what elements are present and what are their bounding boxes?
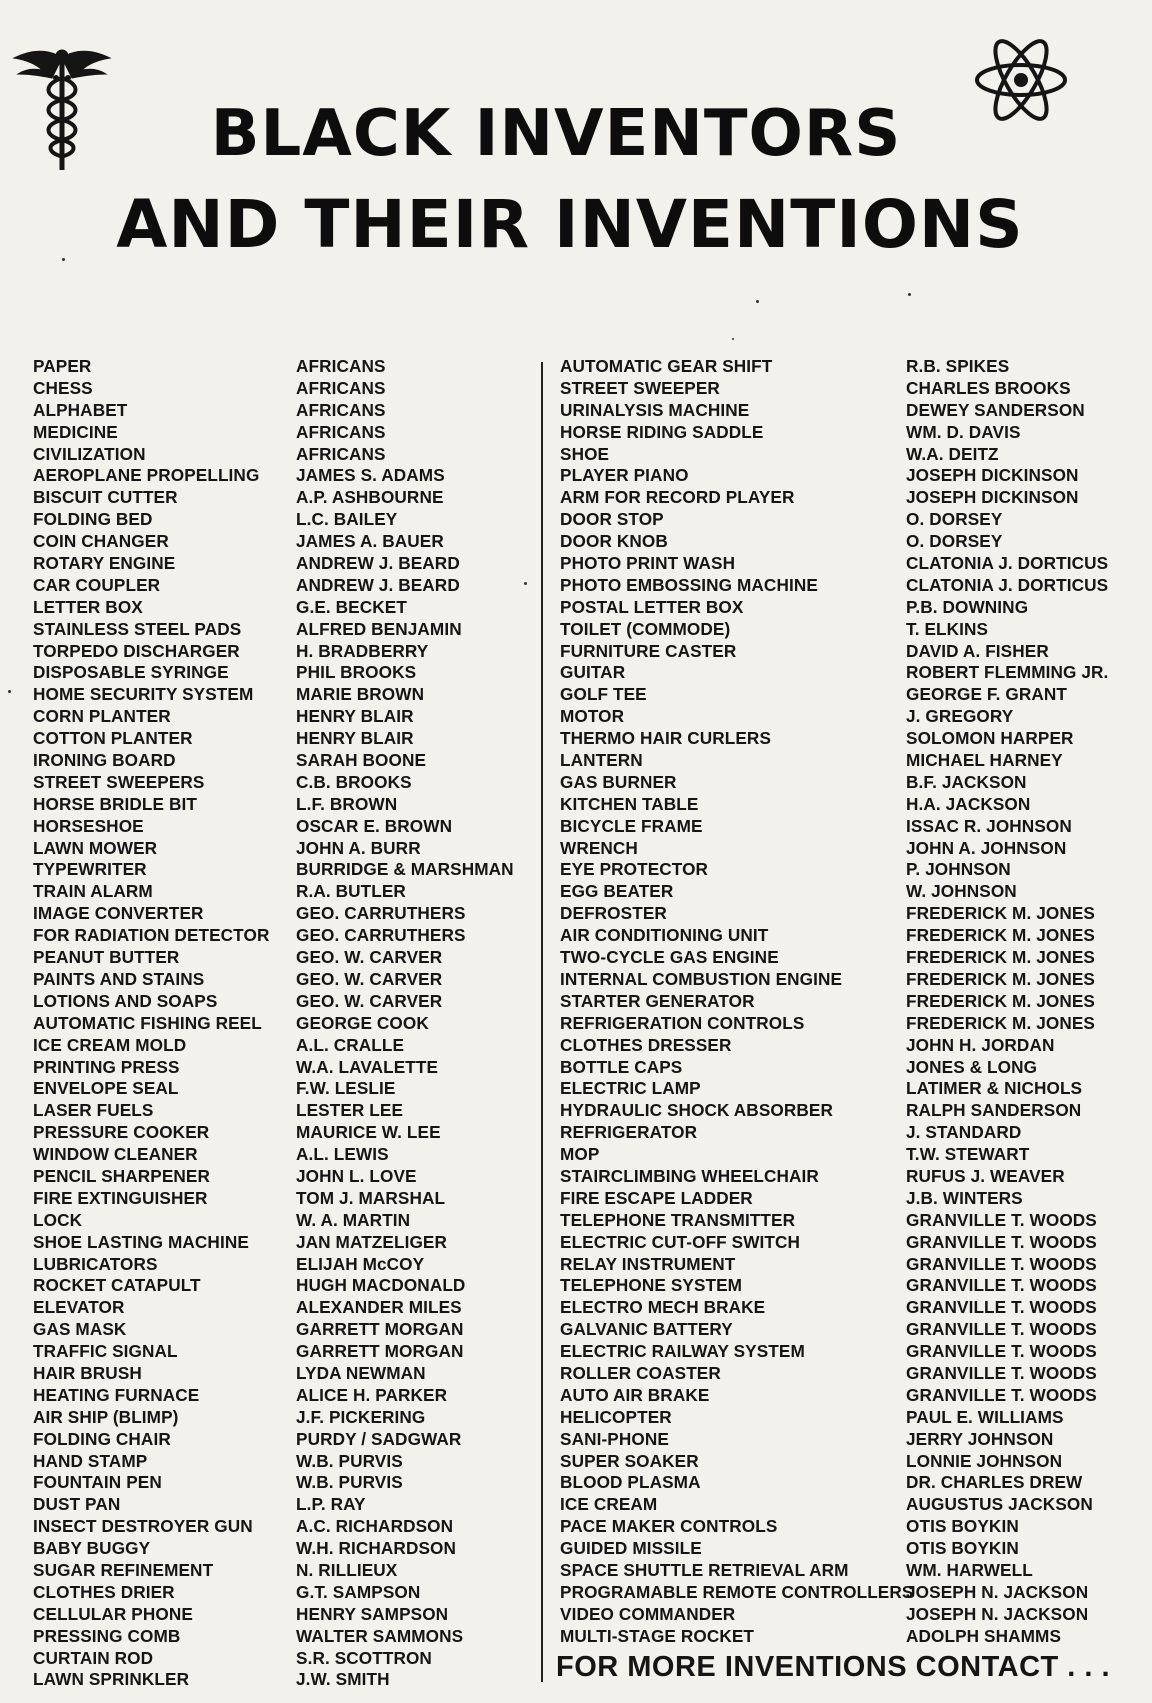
invention-item: GUITAR	[560, 662, 626, 683]
invention-item: STREET SWEEPER	[560, 377, 720, 398]
inventor-item: W.B. PURVIS	[296, 1450, 403, 1471]
invention-item: HORSESHOE	[33, 815, 144, 836]
invention-item: ELEVATOR	[33, 1297, 125, 1318]
column-divider	[541, 362, 543, 1682]
inventor-item: JOHN L. LOVE	[296, 1165, 417, 1186]
inventor-item: HENRY BLAIR	[296, 728, 414, 749]
invention-item: CHESS	[33, 377, 93, 398]
print-speck	[908, 293, 911, 296]
invention-item: PAINTS AND STAINS	[33, 968, 205, 989]
invention-item: CELLULAR PHONE	[33, 1603, 193, 1624]
invention-item: ALPHABET	[33, 399, 128, 420]
inventor-item: GARRETT MORGAN	[296, 1341, 464, 1362]
invention-item: ROCKET CATAPULT	[33, 1275, 201, 1296]
invention-item: FIRE EXTINGUISHER	[33, 1187, 208, 1208]
invention-item: IMAGE CONVERTER	[33, 903, 204, 924]
inventor-item: W.B. PURVIS	[296, 1472, 403, 1493]
inventor-item: FREDERICK M. JONES	[906, 1012, 1095, 1033]
invention-item: INSECT DESTROYER GUN	[33, 1516, 253, 1537]
invention-item: MULTI-STAGE ROCKET	[560, 1625, 755, 1646]
invention-item: KITCHEN TABLE	[560, 793, 699, 814]
inventor-item: HENRY SAMPSON	[296, 1603, 449, 1624]
invention-item: TELEPHONE SYSTEM	[560, 1275, 743, 1296]
invention-item: PROGRAMABLE REMOTE CONTROLLERS	[560, 1581, 914, 1602]
invention-item: ROLLER COASTER	[560, 1362, 721, 1383]
inventor-item: GEORGE COOK	[296, 1012, 429, 1033]
invention-item: PAPER	[33, 356, 92, 376]
inventor-item: GRANVILLE T. WOODS	[906, 1384, 1097, 1405]
inventor-item: JONES & LONG	[906, 1056, 1038, 1077]
invention-item: ELECTRIC LAMP	[560, 1078, 701, 1099]
inventor-item: PHIL BROOKS	[296, 662, 417, 683]
invention-item: MEDICINE	[33, 421, 118, 442]
inventor-item: G.E. BECKET	[296, 596, 407, 617]
invention-item: CORN PLANTER	[33, 706, 171, 727]
invention-item: TYPEWRITER	[33, 859, 147, 880]
inventor-item: A.C. RICHARDSON	[296, 1516, 454, 1537]
inventor-item: RUFUS J. WEAVER	[906, 1165, 1065, 1186]
invention-item: DOOR KNOB	[560, 531, 668, 552]
invention-item: SUGAR REFINEMENT	[33, 1559, 214, 1580]
invention-item: FOUNTAIN PEN	[33, 1472, 162, 1493]
invention-item: FOLDING CHAIR	[33, 1428, 171, 1449]
invention-item: FIRE ESCAPE LADDER	[560, 1187, 753, 1208]
inventor-item: J. GREGORY	[906, 706, 1014, 727]
invention-item: ELECTRIC RAILWAY SYSTEM	[560, 1341, 805, 1362]
inventor-item: H.A. JACKSON	[906, 793, 1031, 814]
invention-item: LAWN SPRINKLER	[33, 1669, 190, 1690]
invention-item: HAIR BRUSH	[33, 1362, 142, 1383]
invention-item: GOLF TEE	[560, 684, 647, 705]
invention-item: HAND STAMP	[33, 1450, 148, 1471]
inventor-item: JOHN A. BURR	[296, 837, 421, 858]
inventor-item: LESTER LEE	[296, 1100, 404, 1121]
print-speck	[524, 582, 527, 585]
inventor-item: AFRICANS	[296, 421, 386, 442]
inventor-item: FREDERICK M. JONES	[906, 947, 1095, 968]
inventor-item: ALICE H. PARKER	[296, 1384, 448, 1405]
invention-item: CLOTHES DRIER	[33, 1581, 175, 1602]
invention-item: TRAFFIC SIGNAL	[33, 1341, 178, 1362]
inventor-item: HENRY BLAIR	[296, 706, 414, 727]
invention-item: MOTOR	[560, 706, 625, 727]
inventor-item: PURDY / SADGWAR	[296, 1428, 462, 1449]
inventor-item: MAURICE W. LEE	[296, 1122, 441, 1143]
inventor-item: FREDERICK M. JONES	[906, 990, 1095, 1011]
invention-item: DUST PAN	[33, 1494, 121, 1515]
inventor-item: FREDERICK M. JONES	[906, 968, 1095, 989]
invention-item: INTERNAL COMBUSTION ENGINE	[560, 968, 843, 989]
invention-item: SANI-PHONE	[560, 1428, 669, 1449]
page-subtitle: AND THEIR INVENTIONS	[116, 186, 1024, 263]
inventor-item: AFRICANS	[296, 399, 386, 420]
inventor-item: AFRICANS	[296, 443, 386, 464]
invention-item: HOME SECURITY SYSTEM	[33, 684, 254, 705]
inventor-item: C.B. BROOKS	[296, 771, 412, 792]
inventor-item: MICHAEL HARNEY	[906, 750, 1063, 771]
invention-item: MOP	[560, 1144, 600, 1165]
inventor-item: T. ELKINS	[906, 618, 989, 639]
inventor-item: HUGH MACDONALD	[296, 1275, 466, 1296]
inventor-item: JERRY JOHNSON	[906, 1428, 1054, 1449]
invention-item: DOOR STOP	[560, 509, 664, 530]
inventor-item: GRANVILLE T. WOODS	[906, 1319, 1097, 1340]
inventor-item: O. DORSEY	[906, 531, 1003, 552]
invention-item: STAINLESS STEEL PADS	[33, 618, 242, 639]
invention-item: AEROPLANE PROPELLING	[33, 465, 260, 486]
invention-item: SPACE SHUTTLE RETRIEVAL ARM	[560, 1559, 849, 1580]
inventor-item: OTIS BOYKIN	[906, 1516, 1019, 1537]
inventors-column-right	[906, 356, 1146, 1648]
inventor-item: LATIMER & NICHOLS	[906, 1078, 1083, 1099]
invention-item: FURNITURE CASTER	[560, 640, 737, 661]
invention-item: RELAY INSTRUMENT	[560, 1253, 736, 1274]
inventor-item: P.B. DOWNING	[906, 596, 1029, 617]
inventor-item: ALFRED BENJAMIN	[296, 618, 462, 639]
inventor-item: ANDREW J. BEARD	[296, 553, 460, 574]
inventor-item: G.T. SAMPSON	[296, 1581, 421, 1602]
inventor-item: CLATONIA J. DORTICUS	[906, 553, 1109, 574]
inventions-column-right	[560, 356, 914, 1648]
inventor-item: J. STANDARD	[906, 1122, 1022, 1143]
invention-item: COTTON PLANTER	[33, 728, 193, 749]
invention-item: FOLDING BED	[33, 509, 153, 530]
invention-item: TELEPHONE TRANSMITTER	[560, 1209, 796, 1230]
inventor-item: GRANVILLE T. WOODS	[906, 1253, 1097, 1274]
invention-item: PRINTING PRESS	[33, 1056, 180, 1077]
inventor-item: ROBERT FLEMMING JR.	[906, 662, 1109, 683]
inventor-item: JAMES A. BAUER	[296, 531, 444, 552]
inventor-item: N. RILLIEUX	[296, 1559, 398, 1580]
invention-item: GUIDED MISSILE	[560, 1538, 702, 1559]
invention-item: PHOTO EMBOSSING MACHINE	[560, 574, 818, 595]
inventor-item: P. JOHNSON	[906, 859, 1011, 880]
invention-item: CIVILIZATION	[33, 443, 146, 464]
inventor-item: S.R. SCOTTRON	[296, 1647, 432, 1668]
invention-item: LOCK	[33, 1209, 83, 1230]
invention-item: EGG BEATER	[560, 881, 674, 902]
invention-item: EYE PROTECTOR	[560, 859, 709, 880]
invention-item: ELECTRIC CUT-OFF SWITCH	[560, 1231, 801, 1252]
inventor-item: GEO. CARRUTHERS	[296, 903, 466, 924]
inventor-item: L.P. RAY	[296, 1494, 366, 1515]
invention-item: LAWN MOWER	[33, 837, 158, 858]
inventor-item: DR. CHARLES DREW	[906, 1472, 1083, 1493]
inventor-item: PAUL E. WILLIAMS	[906, 1406, 1064, 1427]
print-speck	[62, 258, 65, 261]
invention-item: HELICOPTER	[560, 1406, 672, 1427]
inventor-item: WM. D. DAVIS	[906, 421, 1021, 442]
inventor-item: L.F. BROWN	[296, 793, 398, 814]
inventor-item: JOSEPH DICKINSON	[906, 487, 1079, 508]
invention-item: CURTAIN ROD	[33, 1647, 154, 1668]
inventor-item: L.C. BAILEY	[296, 509, 398, 530]
invention-item: TOILET (COMMODE)	[560, 618, 731, 639]
inventor-item: JOHN A. JOHNSON	[906, 837, 1067, 858]
inventor-item: A.L. LEWIS	[296, 1144, 389, 1165]
invention-item: REFRIGERATION CONTROLS	[560, 1012, 805, 1033]
inventor-item: FREDERICK M. JONES	[906, 925, 1095, 946]
invention-item: BLOOD PLASMA	[560, 1472, 701, 1493]
invention-item: THERMO HAIR CURLERS	[560, 728, 772, 749]
inventor-item: W.H. RICHARDSON	[296, 1538, 457, 1559]
invention-item: CLOTHES DRESSER	[560, 1034, 732, 1055]
print-speck	[756, 300, 759, 303]
inventor-item: GRANVILLE T. WOODS	[906, 1231, 1097, 1252]
invention-item: GALVANIC BATTERY	[560, 1319, 733, 1340]
invention-item: STREET SWEEPERS	[33, 771, 205, 792]
inventor-item: MARIE BROWN	[296, 684, 425, 705]
inventor-item: DEWEY SANDERSON	[906, 399, 1085, 420]
invention-item: AUTOMATIC FISHING REEL	[33, 1012, 262, 1033]
inventor-item: BURRIDGE & MARSHMAN	[296, 859, 514, 880]
inventor-item: ADOLPH SHAMMS	[906, 1625, 1062, 1646]
invention-item: LASER FUELS	[33, 1100, 154, 1121]
invention-item: SHOE	[560, 443, 610, 464]
invention-item: LUBRICATORS	[33, 1253, 158, 1274]
invention-item: DISPOSABLE SYRINGE	[33, 662, 229, 683]
inventor-item: GRANVILLE T. WOODS	[906, 1341, 1097, 1362]
inventor-item: CHARLES BROOKS	[906, 377, 1071, 398]
invention-item: FOR RADIATION DETECTOR	[33, 925, 270, 946]
inventor-item: GRANVILLE T. WOODS	[906, 1362, 1097, 1383]
invention-item: PRESSURE COOKER	[33, 1122, 210, 1143]
invention-item: PEANUT BUTTER	[33, 947, 180, 968]
inventor-item: RALPH SANDERSON	[906, 1100, 1082, 1121]
inventor-item: GRANVILLE T. WOODS	[906, 1209, 1097, 1230]
inventor-item: J.W. SMITH	[296, 1669, 390, 1690]
invention-item: ROTARY ENGINE	[33, 553, 176, 574]
inventor-item: AUGUSTUS JACKSON	[906, 1494, 1093, 1515]
invention-item: URINALYSIS MACHINE	[560, 399, 750, 420]
inventor-item: GEO. CARRUTHERS	[296, 925, 466, 946]
inventor-item: T.W. STEWART	[906, 1144, 1030, 1165]
invention-item: AIR SHIP (BLIMP)	[33, 1406, 179, 1427]
inventor-item: ISSAC R. JOHNSON	[906, 815, 1072, 836]
invention-item: DEFROSTER	[560, 903, 667, 924]
invention-item: IRONING BOARD	[33, 750, 176, 771]
invention-item: ARM FOR RECORD PLAYER	[560, 487, 795, 508]
invention-item: HEATING FURNACE	[33, 1384, 200, 1405]
inventor-item: JOSEPH DICKINSON	[906, 465, 1079, 486]
inventor-item: A.P. ASHBOURNE	[296, 487, 444, 508]
invention-item: LANTERN	[560, 750, 643, 771]
invention-item: PRESSING COMB	[33, 1625, 181, 1646]
invention-item: CAR COUPLER	[33, 574, 161, 595]
inventor-item: TOM J. MARSHAL	[296, 1187, 446, 1208]
inventor-item: GRANVILLE T. WOODS	[906, 1297, 1097, 1318]
print-speck	[732, 338, 734, 340]
invention-item: LETTER BOX	[33, 596, 143, 617]
invention-item: GAS BURNER	[560, 771, 677, 792]
invention-item: ELECTRO MECH BRAKE	[560, 1297, 766, 1318]
invention-item: ICE CREAM	[560, 1494, 658, 1515]
inventor-item: ELIJAH McCOY	[296, 1253, 425, 1274]
inventor-item: A.L. CRALLE	[296, 1034, 405, 1055]
invention-item: TWO-CYCLE GAS ENGINE	[560, 947, 779, 968]
inventor-item: B.F. JACKSON	[906, 771, 1027, 792]
invention-item: HORSE BRIDLE BIT	[33, 793, 197, 814]
inventor-item: AFRICANS	[296, 356, 386, 376]
invention-item: BICYCLE FRAME	[560, 815, 703, 836]
inventors-column-left	[296, 356, 536, 1691]
inventor-item: GEO. W. CARVER	[296, 990, 443, 1011]
invention-item: WRENCH	[560, 837, 638, 858]
inventor-item: R.B. SPIKES	[906, 356, 1010, 376]
invention-item: AUTOMATIC GEAR SHIFT	[560, 356, 773, 376]
invention-item: BOTTLE CAPS	[560, 1056, 683, 1077]
invention-item: HORSE RIDING SADDLE	[560, 421, 764, 442]
inventor-item: GARRETT MORGAN	[296, 1319, 464, 1340]
inventor-item: WM. HARWELL	[906, 1559, 1033, 1580]
inventor-item: JOSEPH N. JACKSON	[906, 1603, 1089, 1624]
inventor-item: W. A. MARTIN	[296, 1209, 411, 1230]
print-speck	[8, 690, 11, 693]
inventor-item: AFRICANS	[296, 377, 386, 398]
invention-item: LOTIONS AND SOAPS	[33, 990, 218, 1011]
inventor-item: GEORGE F. GRANT	[906, 684, 1067, 705]
inventor-item: DAVID A. FISHER	[906, 640, 1049, 661]
invention-item: BABY BUGGY	[33, 1538, 151, 1559]
inventor-item: GEO. W. CARVER	[296, 968, 443, 989]
inventor-item: J.F. PICKERING	[296, 1406, 426, 1427]
invention-item: PHOTO PRINT WASH	[560, 553, 736, 574]
contact-footer: FOR MORE INVENTIONS CONTACT . . .	[556, 1651, 1111, 1683]
invention-item: VIDEO COMMANDER	[560, 1603, 736, 1624]
inventor-item: JOHN H. JORDAN	[906, 1034, 1055, 1055]
invention-item: REFRIGERATOR	[560, 1122, 698, 1143]
inventor-item: F.W. LESLIE	[296, 1078, 396, 1099]
invention-item: AUTO AIR BRAKE	[560, 1384, 710, 1405]
inventor-item: LONNIE JOHNSON	[906, 1450, 1063, 1471]
inventor-item: W.A. LAVALETTE	[296, 1056, 439, 1077]
inventor-item: ALEXANDER MILES	[296, 1297, 462, 1318]
inventor-item: W. JOHNSON	[906, 881, 1017, 902]
invention-item: AIR CONDITIONING UNIT	[560, 925, 769, 946]
inventor-item: SARAH BOONE	[296, 750, 427, 771]
inventor-item: O. DORSEY	[906, 509, 1003, 530]
invention-item: COIN CHANGER	[33, 531, 169, 552]
invention-item: STARTER GENERATOR	[560, 990, 755, 1011]
inventor-item: LYDA NEWMAN	[296, 1362, 426, 1383]
invention-item: POSTAL LETTER BOX	[560, 596, 744, 617]
inventor-item: GRANVILLE T. WOODS	[906, 1275, 1097, 1296]
invention-item: PACE MAKER CONTROLS	[560, 1516, 778, 1537]
inventor-item: JOSEPH N. JACKSON	[906, 1581, 1089, 1602]
invention-item: SUPER SOAKER	[560, 1450, 699, 1471]
inventor-item: FREDERICK M. JONES	[906, 903, 1095, 924]
invention-item: PENCIL SHARPENER	[33, 1165, 211, 1186]
inventor-item: SOLOMON HARPER	[906, 728, 1074, 749]
inventor-item: JAN MATZELIGER	[296, 1231, 447, 1252]
invention-item: WINDOW CLEANER	[33, 1144, 198, 1165]
invention-item: SHOE LASTING MACHINE	[33, 1231, 249, 1252]
invention-item: ENVELOPE SEAL	[33, 1078, 179, 1099]
invention-item: ICE CREAM MOLD	[33, 1034, 187, 1055]
invention-item: PLAYER PIANO	[560, 465, 689, 486]
invention-item: STAIRCLIMBING WHEELCHAIR	[560, 1165, 819, 1186]
inventions-column-left	[33, 356, 298, 1691]
inventor-item: CLATONIA J. DORTICUS	[906, 574, 1109, 595]
inventor-item: R.A. BUTLER	[296, 881, 406, 902]
inventor-item: H. BRADBERRY	[296, 640, 429, 661]
inventor-item: WALTER SAMMONS	[296, 1625, 464, 1646]
inventor-item: J.B. WINTERS	[906, 1187, 1023, 1208]
invention-item: HYDRAULIC SHOCK ABSORBER	[560, 1100, 833, 1121]
invention-item: TRAIN ALARM	[33, 881, 153, 902]
inventor-item: GEO. W. CARVER	[296, 947, 443, 968]
invention-item: GAS MASK	[33, 1319, 127, 1340]
inventor-item: JAMES S. ADAMS	[296, 465, 445, 486]
inventor-item: W.A. DEITZ	[906, 443, 999, 464]
inventor-item: OTIS BOYKIN	[906, 1538, 1019, 1559]
invention-item: TORPEDO DISCHARGER	[33, 640, 240, 661]
inventor-item: ANDREW J. BEARD	[296, 574, 460, 595]
page-title: BLACK INVENTORS	[210, 97, 902, 171]
invention-item: BISCUIT CUTTER	[33, 487, 178, 508]
inventor-item: OSCAR E. BROWN	[296, 815, 453, 836]
